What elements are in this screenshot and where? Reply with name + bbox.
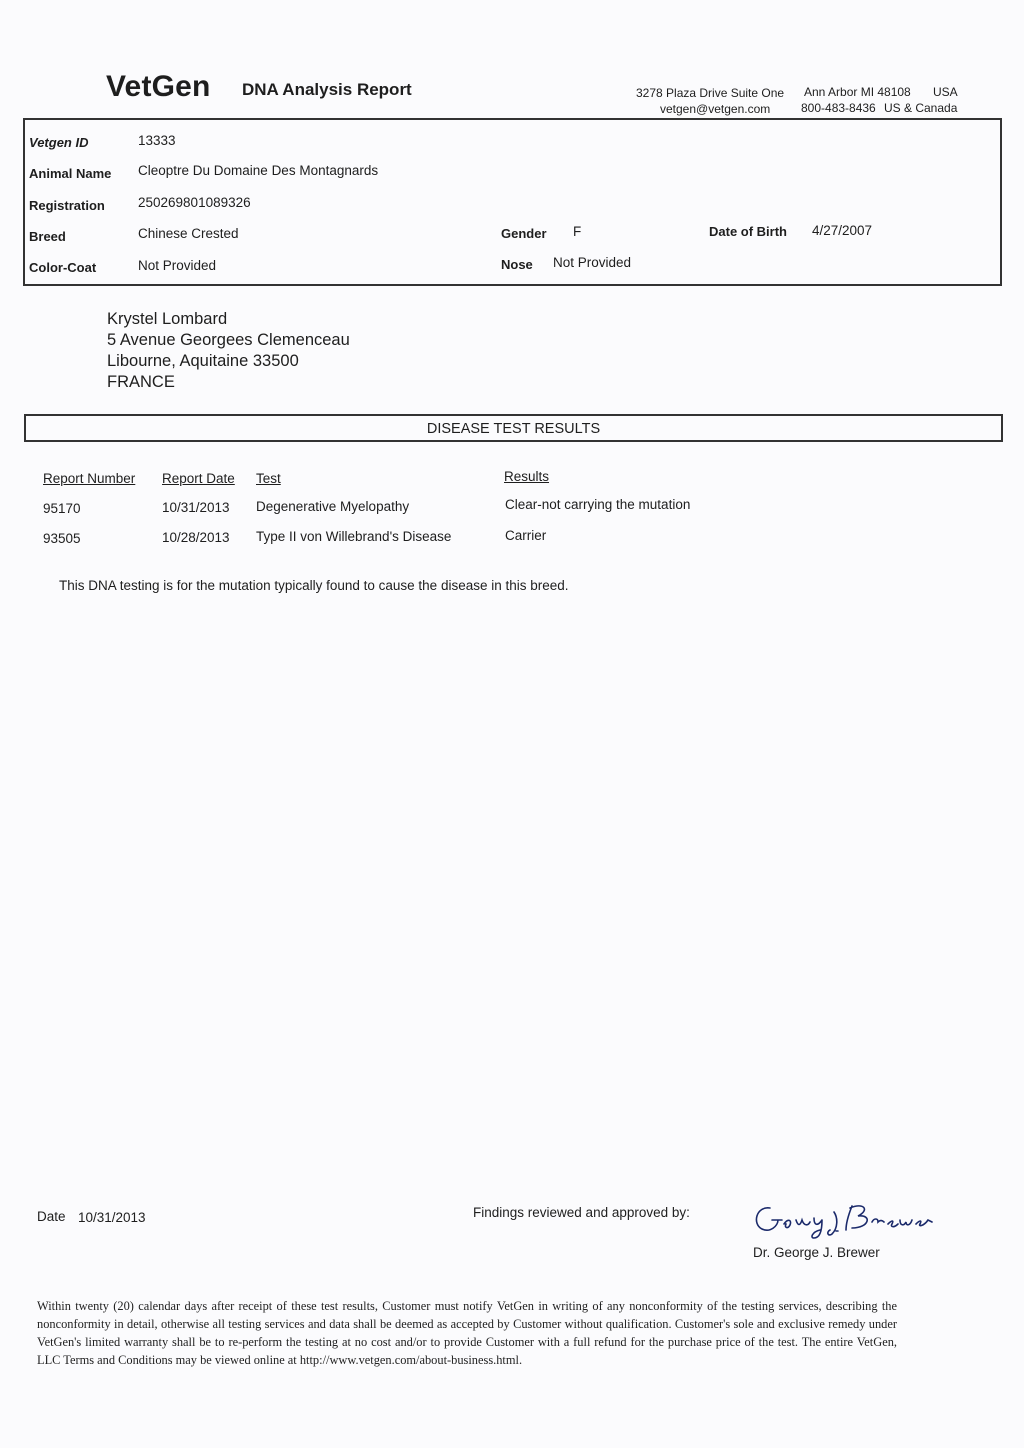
results-section-bar (24, 414, 1003, 442)
gender-label: Gender (501, 226, 547, 241)
nose-label: Nose (501, 257, 533, 272)
row-report-date: 10/31/2013 (162, 500, 230, 515)
approved-by-label: Findings reviewed and approved by: (473, 1205, 690, 1220)
row-test: Degenerative Myelopathy (256, 499, 410, 514)
address-city: Ann Arbor MI 48108 (804, 85, 911, 99)
row-result: Carrier (505, 528, 547, 543)
owner-country: FRANCE (107, 373, 175, 391)
email: vetgen@vetgen.com (660, 102, 771, 116)
owner-street: 5 Avenue Georgees Clemenceau (107, 331, 350, 349)
vetgen-id-label: Vetgen ID (29, 135, 89, 150)
row-report-number: 95170 (43, 501, 81, 516)
footer-date-label: Date (37, 1209, 66, 1224)
nose-value: Not Provided (553, 255, 632, 270)
animal-name-label: Animal Name (29, 166, 112, 181)
registration-value: 250269801089326 (138, 195, 251, 210)
color-coat-value: Not Provided (138, 258, 217, 273)
col-report-number: Report Number (43, 471, 136, 486)
row-result: Clear-not carrying the mutation (505, 497, 691, 512)
registration-label: Registration (29, 198, 105, 213)
address-street: 3278 Plaza Drive Suite One (636, 86, 785, 100)
owner-name: Krystel Lombard (107, 310, 228, 328)
signature (748, 1196, 933, 1242)
footer-date-value: 10/31/2013 (78, 1210, 146, 1225)
color-coat-label: Color-Coat (29, 260, 97, 275)
terms-and-conditions: Within twenty (20) calendar days after receipt of these test results, Customer must notify VetGen in writing of any nonconformity of the testing services, describing the nonconformity in detail, otherwise all testing services and data shall be deemed as accepted by Customer without qualification. Customer's sole and exclusive remedy under VetGen's limited warranty shall be to re-perform the testing at no cost and/or to provide Customer with a full refund for the purchase price of the test. The entire VetGen, LLC Terms and Conditions may be viewed online at http://www.vetgen.com/about-business.html. (37, 1299, 897, 1367)
results-note: This DNA testing is for the mutation typically found to cause the disease in this breed. (59, 578, 569, 593)
breed-label: Breed (29, 229, 66, 244)
col-report-date: Report Date (162, 471, 235, 486)
row-report-number: 93505 (43, 531, 81, 546)
address-country: USA (933, 85, 958, 99)
breed-value: Chinese Crested (138, 226, 239, 241)
dob-label: Date of Birth (709, 224, 787, 239)
phone: 800-483-8436 (801, 101, 876, 115)
results-section-title: DISEASE TEST RESULTS (426, 421, 601, 437)
dob-value: 4/27/2007 (812, 223, 873, 238)
col-test: Test (256, 471, 281, 486)
phone-region: US & Canada (884, 101, 958, 115)
signer-name: Dr. George J. Brewer (753, 1245, 880, 1260)
brand-logo: VetGen (106, 70, 211, 103)
signature-drawing (748, 1196, 933, 1242)
vetgen-id-value: 13333 (138, 133, 176, 148)
row-report-date: 10/28/2013 (162, 530, 230, 545)
owner-city: Libourne, Aquitaine 33500 (107, 352, 299, 370)
report-title: DNA Analysis Report (242, 80, 412, 99)
col-results: Results (504, 469, 550, 484)
gender-value: F (573, 224, 582, 239)
row-test: Type II von Willebrand's Disease (256, 529, 452, 544)
animal-name-value: Cleoptre Du Domaine Des Montagnards (138, 163, 379, 178)
